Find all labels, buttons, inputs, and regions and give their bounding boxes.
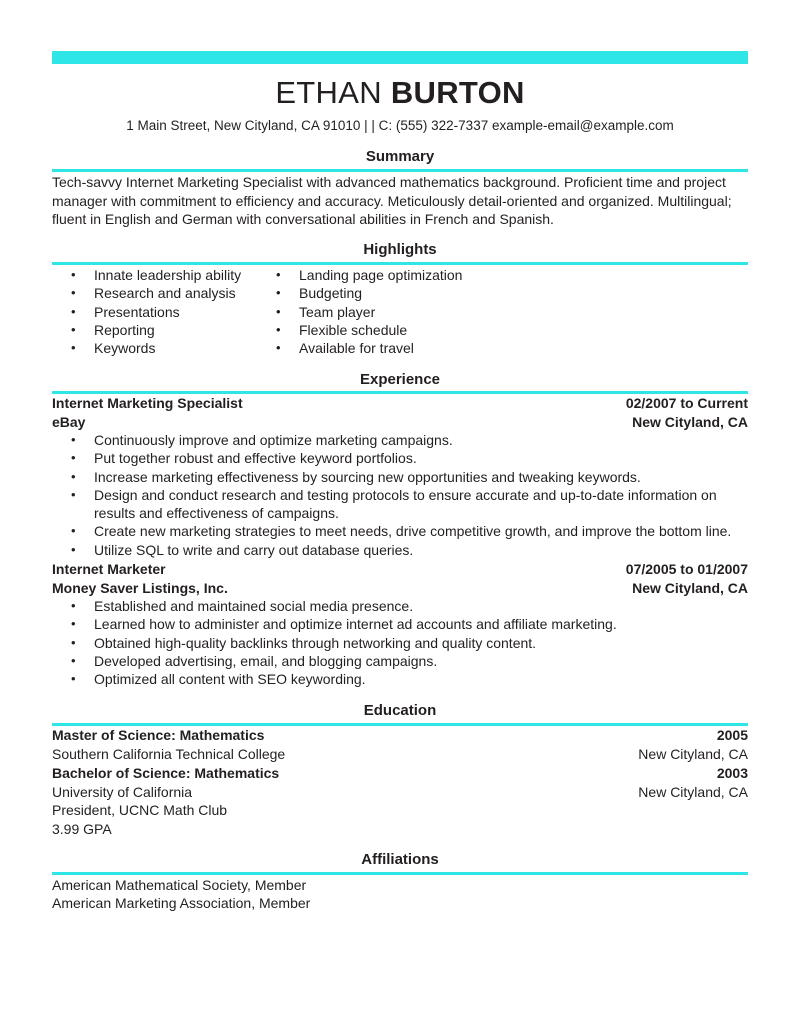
degree-row — [52, 726, 748, 745]
summary-text: Tech-savvy Internet Marketing Specialist with advanced mathematics background. Proficient time and project manager with commitment to efficiency and accuracy. Meticulously detail-oriented and organized. Multilingual; fluent in English and German with conversational abilities in French and Spanish. — [52, 174, 732, 227]
highlight-item: • Available for travel — [257, 339, 517, 357]
job-bullet: • Developed advertising, email, and blogging campaigns. — [52, 652, 752, 670]
school-name: University of California — [52, 784, 193, 800]
highlight-item: • Innate leadership ability — [52, 266, 262, 284]
job-header — [52, 394, 748, 413]
job-title: Internet Marketer — [52, 561, 166, 577]
job-dates: 07/2005 to 01/2007 — [625, 561, 748, 577]
school-row — [52, 783, 748, 802]
job-location: New Cityland, CA — [632, 580, 748, 596]
education-extra: President, UCNC Math Club — [52, 802, 228, 818]
job-bullet: • Utilize SQL to write and carry out database queries. — [52, 541, 752, 559]
job-bullet: • Increase marketing effectiveness by sourcing new opportunities and tweaking keywords. — [52, 468, 752, 486]
school-location: New Cityland, CA — [638, 746, 748, 762]
degree-name: Master of Science — [52, 727, 172, 743]
degree-title: Bachelor of Science: Mathematics — [52, 765, 280, 781]
top-accent-bar — [52, 51, 748, 64]
affiliations-divider — [52, 872, 748, 875]
last-name: BURTON — [390, 75, 525, 110]
highlights-list-left — [52, 266, 262, 357]
degree-year: 2005 — [716, 727, 748, 743]
degree-year: 2003 — [716, 765, 748, 781]
contact-info: 1 Main Street, New Cityland, CA 91010 | | C: (555) 322-7337 example-email@example.com — [126, 118, 674, 133]
job-employer-row — [52, 579, 748, 598]
job-bullet: • Continuously improve and optimize marketing campaigns. — [52, 431, 752, 449]
job-employer-row — [52, 413, 748, 432]
highlights-divider — [52, 262, 748, 265]
job-bullet: • Optimized all content with SEO keywording. — [52, 670, 752, 688]
degree-row — [52, 764, 748, 783]
candidate-name — [0, 75, 800, 111]
highlight-item: • Budgeting — [257, 284, 517, 302]
degree-field: Mathematics — [194, 765, 280, 781]
job-bullet: • Learned how to administer and optimize internet ad accounts and affiliate marketing. — [52, 615, 752, 633]
highlight-item: • Presentations — [52, 303, 262, 321]
job-bullets — [52, 431, 752, 559]
school-location: New Cityland, CA — [638, 784, 748, 800]
affiliations-heading: Affiliations — [361, 851, 439, 868]
affiliation-item: American Marketing Association, Member — [52, 895, 311, 911]
job-bullet: • Create new marketing strategies to meet needs, drive competitive growth, and improve the bottom line. — [52, 522, 752, 540]
highlights-heading: Highlights — [363, 241, 437, 258]
education-heading: Education — [363, 702, 437, 719]
highlight-item: • Research and analysis — [52, 284, 262, 302]
school-row — [52, 745, 748, 764]
job-bullets — [52, 597, 752, 688]
degree-field: Mathematics — [179, 727, 265, 743]
degree-title: Master of Science: Mathematics — [52, 727, 265, 743]
education-extra: 3.99 GPA — [52, 821, 112, 837]
highlight-item: • Landing page optimization — [257, 266, 517, 284]
degree-name: Bachelor of Science — [52, 765, 186, 781]
job-location: New Cityland, CA — [632, 414, 748, 430]
job-bullet: • Obtained high-quality backlinks through networking and quality content. — [52, 634, 752, 652]
highlight-item: • Flexible schedule — [257, 321, 517, 339]
job-title: Internet Marketing Specialist — [52, 395, 243, 411]
job-company: Money Saver Listings, Inc. — [52, 580, 228, 596]
job-company: eBay — [52, 414, 86, 430]
job-header — [52, 560, 748, 579]
highlight-item: • Team player — [257, 303, 517, 321]
job-bullet: • Established and maintained social media presence. — [52, 597, 752, 615]
first-name: ETHAN — [275, 75, 382, 110]
school-name: Southern California Technical College — [52, 746, 286, 762]
job-bullet: • Put together robust and effective keyword portfolios. — [52, 449, 752, 467]
job-dates: 02/2007 to Current — [625, 395, 748, 411]
summary-heading: Summary — [365, 148, 435, 165]
experience-heading: Experience — [359, 371, 441, 388]
summary-divider — [52, 169, 748, 172]
job-bullet: • Design and conduct research and testing protocols to ensure accurate and up-to-date information on results and effectiveness of campaigns. — [52, 486, 752, 523]
highlight-item: • Keywords — [52, 339, 262, 357]
highlight-item: • Reporting — [52, 321, 262, 339]
highlights-list-right — [257, 266, 517, 357]
affiliation-item: American Mathematical Society, Member — [52, 877, 307, 893]
